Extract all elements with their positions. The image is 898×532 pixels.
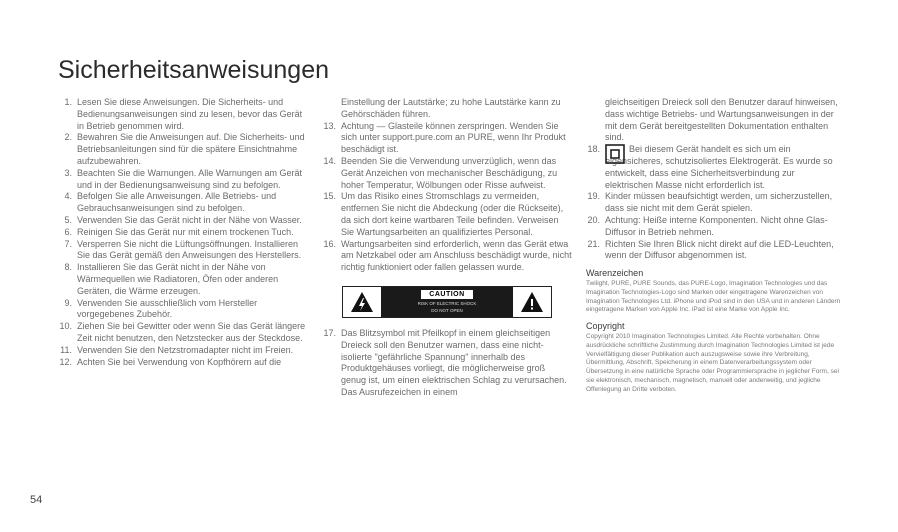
item-text: Befolgen Sie alle Anweisungen. Alle Betriebs- und Gebrauchsanweisungen sind zu befolgen.	[77, 191, 277, 214]
exclamation-warning-icon	[513, 287, 551, 317]
list-item	[58, 298, 310, 322]
item-number: 10.	[59, 321, 72, 332]
item-number: 12.	[59, 356, 72, 367]
item-text: Einstellung der Lautstärke; zu hohe Lautstärke kann zu Gehörschäden führen.	[341, 97, 561, 119]
item-text: Ziehen Sie bei Gewitter oder wenn Sie das Gerät längere Zeit nicht benutzen, den Netzstecker aus der Steckdose.	[77, 321, 306, 343]
item-number: 2.	[64, 132, 72, 143]
item-number: 14.	[323, 155, 336, 166]
caution-subtext-2: DO NOT OPEN	[431, 308, 463, 314]
item-number: 11.	[60, 344, 72, 355]
item-text: gleichseitigen Dreieck soll den Benutzer darauf hinweisen, dass wichtige Betriebs- und Wartungsanweisungen in der mit dem Gerät bereitgestellten Dokumentation enthalten sind.	[605, 97, 838, 143]
item-text: Lesen Sie diese Anweisungen. Die Sicherheits- und Bedienungsanweisungen sind zu lesen, bevor das Gerät in Betrieb genommen wird.	[77, 97, 303, 131]
item-number: 8.	[64, 262, 72, 273]
copyright-heading: Copyright	[586, 321, 625, 332]
item-text: Versperren Sie nicht die Lüftungsöffnungen. Installieren Sie das Gerät gemäß den Anweisungen des Herstellers.	[77, 238, 302, 261]
page-number: 54	[30, 494, 43, 506]
item-number: 4.	[64, 191, 72, 202]
list-item	[322, 156, 572, 191]
column-1	[58, 97, 310, 368]
safety-list-part-4	[586, 97, 844, 262]
item-text: Achten Sie bei Verwendung von Kopfhörern auf die	[77, 356, 282, 367]
item-text: Reinigen Sie das Gerät nur mit einem trockenen Tuch.	[77, 226, 294, 237]
item-number: 19.	[587, 191, 600, 202]
item-number: 9.	[64, 297, 72, 308]
item-text: Beenden Sie die Verwendung unverzüglich, wenn das Gerät Anzeichen von mechanischer Beschädigung, zu hoher Temperatur, Wölbungen oder Risse aufweist.	[341, 155, 558, 190]
item-text: Installieren Sie das Gerät nicht in der Nähe von Wärmequellen wie Radiatoren, Öfen oder anderen Geräten, die Wärme erzeugen.	[77, 262, 279, 296]
list-item	[58, 97, 310, 132]
trademarks-text: Twilight, PURE, PURE Sounds, das PURE-Logo, Imagination Technologies und das Imagination Technologies-Logo sind Marken oder eingetragene Warenzeichen von Imagination Technologies Ltd. iPhone und iPod sind in den USA und in anderen Ländern eingetragene Marken von Apple Inc. iPad ist eine Marke von Apple Inc.	[586, 279, 841, 314]
list-item	[58, 227, 310, 239]
item-text: Kinder müssen beaufsichtigt werden, um sicherzustellen, dass sie nicht mit dem Gerät spielen.	[605, 191, 833, 214]
item-number: 16.	[323, 238, 336, 249]
list-item	[586, 144, 844, 191]
list-item	[58, 215, 310, 227]
list-item	[58, 345, 310, 357]
double-insulation-icon	[605, 144, 625, 164]
item-number: 3.	[64, 167, 72, 178]
item-number: 1.	[64, 97, 72, 107]
item-number: 7.	[64, 238, 72, 249]
item-number: 6.	[64, 226, 72, 237]
item-text: Das Blitzsymbol mit Pfeilkopf in einem gleichseitigen Dreieck soll den Benutzer warnen, dass eine nicht-isolierte "gefährliche Spannung" innerhalb des Produktgehäuses vorliegt, die möglicherweise groß genug ist, um einen elektrischen Schlag zu verursachen. Das Ausrufezeichen in einem	[341, 327, 567, 397]
list-item	[58, 132, 310, 167]
item-text: Verwenden Sie den Netzstromadapter nicht im Freien.	[77, 344, 294, 355]
list-item	[58, 239, 310, 263]
list-item	[322, 328, 572, 399]
item-number: 17.	[323, 327, 336, 338]
trademarks-heading: Warenzeichen	[586, 268, 644, 279]
item-text: Richten Sie Ihren Blick nicht direkt auf die LED-Leuchten, wenn der Diffusor abgenommen ist.	[605, 238, 834, 261]
safety-list-part-3	[322, 328, 572, 399]
caution-box	[381, 287, 513, 317]
list-item	[586, 191, 844, 215]
list-item	[586, 215, 844, 239]
caution-subtext-1: RISK OF ELECTRIC SHOCK	[417, 300, 477, 306]
list-item	[58, 262, 310, 297]
list-item	[322, 191, 572, 238]
copyright-text: Copyright 2010 Imagination Technologies Limited. Alle Rechte vorbehalten. Ohne ausdrückliche schriftliche Zustimmung durch Imagination Technologies Limited ist jede Vervielfältigung dieser Publikation auch auszugsweise sowie ihre Verbreitung, Übermittlung, Abschrift, Speicherung in einem Datenverarbeitungssystem oder Übersetzung in eine natürliche Sprache oder Programmiersprache in jeglicher Form, sei sie elektronisch, mechanisch, magnetisch, manuell oder anderweitig, und jegliche Offenlegung an Dritte verboten.	[586, 332, 839, 393]
item-number: 13.	[323, 120, 336, 131]
item-number: 15.	[323, 191, 336, 202]
page-title: Sicherheitsanweisungen	[58, 56, 330, 84]
item-number: 20.	[587, 214, 600, 225]
item-text: Verwenden Sie ausschließlich vom Hersteller vorgegebenes Zubehör.	[77, 297, 258, 320]
item-text: Beachten Sie die Warnungen. Alle Warnungen am Gerät und in der Bedienungsanweisung sind zu befolgen.	[77, 167, 302, 190]
item-number: 18.	[587, 144, 600, 155]
column-3	[586, 97, 844, 395]
item-text: Verwenden Sie das Gerät nicht in der Nähe von Wasser.	[77, 214, 302, 225]
list-item	[322, 121, 572, 156]
caution-label-graphic	[342, 286, 552, 318]
list-item	[58, 357, 310, 369]
list-item	[586, 239, 844, 263]
item-text: Achtung — Glasteile können zerspringen. Wenden Sie sich unter support.pure.com an PURE, wenn Ihr Produkt beschädigt ist.	[341, 120, 566, 155]
list-item	[322, 239, 572, 274]
list-item	[58, 191, 310, 215]
safety-list-part-1	[58, 97, 310, 368]
item-text: Bei diesem Gerät handelt es sich um ein eigensicheres, schutzisoliertes Elektrogerät. Es wurde so entwickelt, dass eine Sicherheitsverbindung zur elektrischen Masse nicht erforderlich ist.	[605, 144, 833, 190]
list-item-continuation	[586, 97, 844, 144]
item-number: 21.	[587, 238, 600, 249]
list-item	[58, 168, 310, 192]
lightning-warning-icon	[343, 287, 381, 317]
item-text: Um das Risiko eines Stromschlags zu vermeiden, entfernen Sie nicht die Abdeckung (oder die Rückseite), da sich dort keine wartbaren Teile befinden. Verweisen Sie Wartungsarbeiten an qualifiziertes Personal.	[341, 191, 564, 237]
item-text: Achtung: Heiße interne Komponenten. Nicht ohne Glas-Diffusor in Betrieb nehmen.	[605, 214, 828, 237]
column-2	[322, 97, 572, 399]
safety-list-part-2	[322, 97, 572, 274]
caution-text: CAUTION	[421, 290, 472, 299]
item-number: 5.	[64, 214, 72, 225]
list-item-continuation	[322, 97, 572, 121]
item-text: Bewahren Sie die Anweisungen auf. Die Sicherheits- und Betriebsanleitungen sind für die spätere Einsichtnahme aufzubewahren.	[77, 132, 305, 166]
list-item	[58, 321, 310, 345]
item-text: Wartungsarbeiten sind erforderlich, wenn das Gerät etwa am Netzkabel oder am Anschluss beschädigt wurde, nicht richtig funktioniert oder fallen gelassen wurde.	[341, 238, 572, 273]
